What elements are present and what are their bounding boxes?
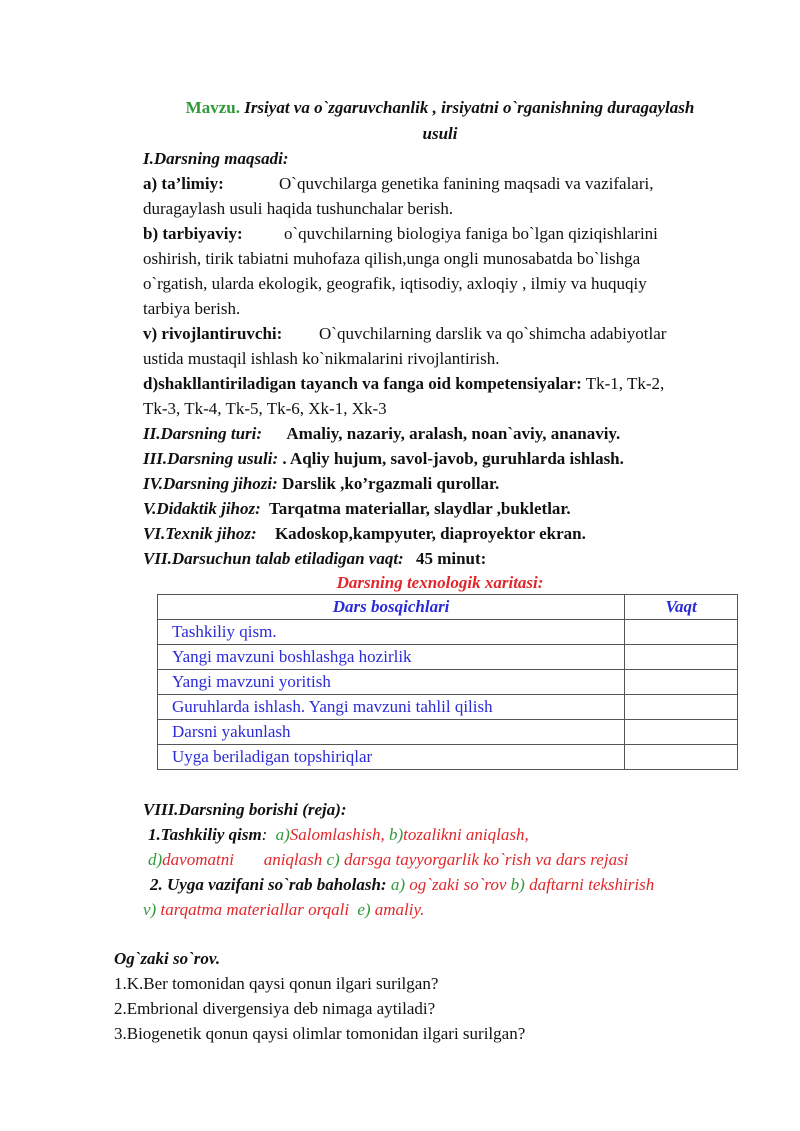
time-cell [625, 670, 738, 695]
tech-map-title: Darsning texnologik xaritasi: [336, 573, 544, 592]
goal-d-text-2: Tk-3, Tk-4, Tk-5, Tk-6, Xk-1, Xk-3 [143, 399, 387, 418]
table-header-row [158, 595, 738, 620]
goal-b-text: o`quvchilarning biologiya faniga bo`lgan qiziqishlarini [284, 224, 658, 243]
plan-step-1-cont [148, 848, 628, 872]
plan-step-2-label: 2. Uyga vazifani so`rab baholash: [150, 875, 387, 894]
plan-step-1 [148, 823, 529, 847]
lesson-equipment-label: IV.Darsning jihozi: [143, 474, 278, 493]
table-row [158, 670, 738, 695]
header-time: Vaqt [625, 595, 738, 620]
tech-map-table [157, 594, 738, 770]
didactic-equipment-value: Tarqatma materiallar, slaydlar ,bukletlar. [269, 499, 571, 518]
plan-step-2-cont [143, 898, 424, 922]
goal-a-text-2: duragaylash usuli haqida tushunchalar berish. [143, 199, 454, 218]
oral-question-3: 3.Biogenetik qonun qaysi olimlar tomonidan ilgari surilgan? [114, 1024, 526, 1043]
plan-step-2-b-text: daftarni tekshirish [529, 875, 655, 894]
goal-a-label: a) ta’limiy: [143, 174, 224, 193]
plan-step-1-label: 1.Tashkiliy qism [148, 825, 262, 844]
lesson-time-label: VII.Darsuchun talab etiladigan vaqt: [143, 549, 404, 568]
goal-b-label: b) tarbiyaviy: [143, 224, 243, 243]
lesson-time [143, 547, 486, 571]
lesson-method-label: III.Darsning usuli: [143, 449, 279, 468]
plan-step-2-b: b) [510, 875, 525, 894]
plan-step-2-e-text: amaliy. [374, 900, 425, 919]
lesson-time-value: 45 minut: [415, 549, 487, 568]
goals-heading: I.Darsning maqsadi: [143, 149, 289, 168]
lesson-type-value: Amaliy, nazariy, aralash, noan`aviy, ananaviy. [286, 424, 621, 443]
table-row [158, 645, 738, 670]
stage-cell: Yangi mavzuni yoritish [158, 670, 625, 695]
goal-d-text: Tk-1, Tk-2, [585, 374, 665, 393]
stage-cell: Guruhlarda ishlash. Yangi mavzuni tahlil qilish [158, 695, 625, 720]
plan-step-2-a: a) [390, 875, 406, 894]
stage-cell: Uyga beriladigan topshiriqlar [158, 745, 625, 770]
stage-cell: Yangi mavzuni boshlashga hozirlik [158, 645, 625, 670]
time-cell [625, 620, 738, 645]
lesson-type [143, 422, 620, 446]
stage-cell: Tashkiliy qism. [158, 620, 625, 645]
technical-equipment-label: VI.Texnik jihoz: [143, 524, 257, 543]
title-text-cont: usuli [422, 124, 458, 143]
goal-b-text-4: tarbiya berish. [143, 299, 241, 318]
plan-step-1-b-text: tozalikni aniqlash, [403, 825, 529, 844]
plan-step-1-c: c) [326, 850, 340, 869]
time-cell [625, 695, 738, 720]
technical-equipment-value: Kadoskop,kampyuter, diaproyektor ekran. [274, 524, 586, 543]
plan-step-1-d-text: davomatni aniqlash [162, 850, 323, 869]
table-row [158, 695, 738, 720]
time-cell [625, 720, 738, 745]
goal-v [143, 322, 725, 346]
lesson-method-value: . Aqliy hujum, savol-javob, guruhlarda ishlash. [282, 449, 624, 468]
didactic-equipment-label: V.Didaktik jihoz: [143, 499, 261, 518]
lesson-title [140, 96, 740, 120]
oral-heading: Og`zaki so`rov. [114, 949, 221, 968]
lesson-type-label: II.Darsning turi: [143, 424, 263, 443]
lesson-equipment-value: Darslik ,ko’rgazmali qurollar. [282, 474, 500, 493]
goal-b-text-2: oshirish, tirik tabiatni muhofaza qilish,unga ongli munosabatda bo`lishga [143, 249, 641, 268]
time-cell [625, 745, 738, 770]
plan-step-2 [150, 873, 654, 897]
lesson-method [143, 447, 624, 471]
goal-d [143, 372, 664, 396]
lesson-equipment [143, 472, 499, 496]
plan-step-1-a-text: Salomlashish, [289, 825, 385, 844]
plan-step-2-v: v) [143, 900, 157, 919]
goal-v-text: O`quvchilarning darslik va qo`shimcha adabiyotlar [319, 324, 667, 343]
plan-heading: VIII.Darsning borishi (reja): [143, 800, 347, 819]
technical-equipment [143, 522, 586, 546]
goal-v-label: v) rivojlantiruvchi: [143, 324, 283, 343]
goal-b-text-3: o`rgatish, ularda ekologik, geografik, iqtisodiy, axloqiy , ilmiy va huquqiy [143, 274, 647, 293]
title-label: Mavzu. [185, 98, 240, 117]
table-row [158, 620, 738, 645]
plan-step-1-c-text: darsga tayyorgarlik ko`rish va dars rejasi [343, 850, 629, 869]
oral-question-1: 1.K.Ber tomonidan qaysi qonun ilgari surilgan? [114, 974, 439, 993]
goal-v-text-2: ustida mustaqil ishlash ko`nikmalarini rivojlantirish. [143, 349, 500, 368]
plan-step-1-a: a) [275, 825, 290, 844]
goal-d-label: d)shakllantiriladigan tayanch va fanga oid kompetensiyalar: [143, 374, 582, 393]
table-row [158, 745, 738, 770]
plan-step-2-a-text: og`zaki so`rov [409, 875, 507, 894]
plan-step-2-v-text: tarqatma materiallar orqali [160, 900, 350, 919]
stage-cell: Darsni yakunlash [158, 720, 625, 745]
plan-step-1-colon: : [261, 825, 268, 844]
header-stages: Dars bosqichlari [158, 595, 625, 620]
didactic-equipment [143, 497, 571, 521]
goal-a [143, 172, 725, 196]
plan-step-1-b: b) [388, 825, 404, 844]
plan-step-2-e: e) [357, 900, 371, 919]
goal-a-text: O`quvchilarga genetika fanining maqsadi va vazifalari, [279, 174, 654, 193]
goal-b [143, 222, 725, 246]
oral-question-2: 2.Embrional divergensiya deb nimaga aytiladi? [114, 999, 436, 1018]
plan-step-1-d: d) [148, 850, 163, 869]
title-text: Irsiyat va o`zgaruvchanlik , irsiyatni o`rganishning duragaylash [244, 98, 695, 117]
table-row [158, 720, 738, 745]
time-cell [625, 645, 738, 670]
